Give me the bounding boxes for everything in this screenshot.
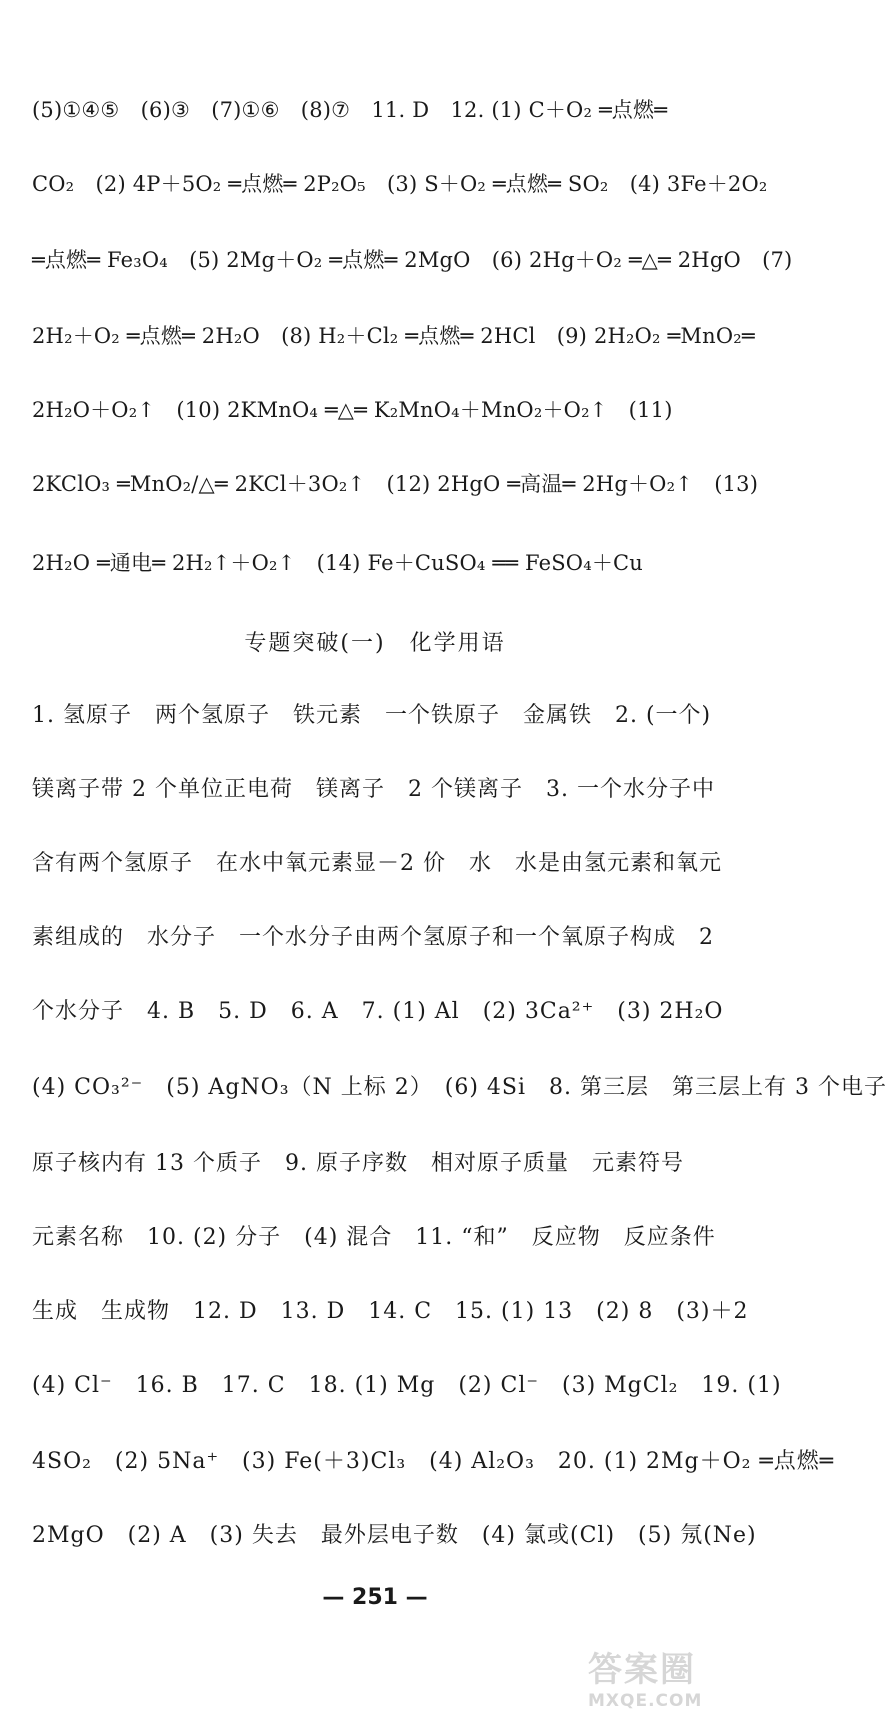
answer-line-14: 原子核内有 13 个质子 9. 原子序数 相对原子质量 元素符号	[32, 1151, 684, 1176]
answer-line-2: CO₂ (2) 4P＋5O₂ ═点燃═ 2P₂O₅ (3) S＋O₂ ═点燃═ SO₂ (4) 3Fe＋2O₂	[32, 172, 768, 196]
answer-line-9: 镁离子带 2 个单位正电荷 镁离子 2 个镁离子 3. 一个水分子中	[32, 777, 715, 802]
answer-line-6: 2KClO₃ ═MnO₂/△═ 2KCl＋3O₂↑ (12) 2HgO ═高温═ 2Hg＋O₂↑ (13)	[32, 472, 759, 496]
answer-line-13: (4) CO₃²⁻ (5) AgNO₃（N 上标 2） (6) 4Si 8. 第三层 第三层上有 3 个电子	[32, 1075, 887, 1100]
answer-line-17: (4) Cl⁻ 16. B 17. C 18. (1) Mg (2) Cl⁻ (3) MgCl₂ 19. (1)	[32, 1373, 782, 1398]
watermark-logo	[588, 1642, 738, 1712]
answer-line-12: 个水分子 4. B 5. D 6. A 7. (1) Al (2) 3Ca²⁺ (3) 2H₂O	[32, 999, 724, 1024]
watermark-logo-text: 答案圈	[588, 1650, 696, 1690]
answer-line-19: 2MgO (2) A (3) 失去 最外层电子数 (4) 氯或(Cl) (5) 氖(Ne)	[32, 1523, 757, 1548]
page-number: — 251 —	[322, 1585, 428, 1610]
answer-line-4: 2H₂＋O₂ ═点燃═ 2H₂O (8) H₂＋Cl₂ ═点燃═ 2HCl (9) 2H₂O₂ ═MnO₂═	[32, 324, 755, 348]
answer-line-15: 元素名称 10. (2) 分子 (4) 混合 11. “和” 反应物 反应条件	[32, 1225, 716, 1250]
answer-line-3: ═点燃═ Fe₃O₄ (5) 2Mg＋O₂ ═点燃═ 2MgO (6) 2Hg＋O₂ ═△═ 2HgO (7)	[32, 248, 793, 272]
answer-line-11: 素组成的 水分子 一个水分子由两个氢原子和一个氧原子构成 2	[32, 925, 714, 950]
section-title: 专题突破(一) 化学用语	[244, 631, 506, 656]
watermark-url: MXQE.COM	[588, 1691, 703, 1711]
answer-line-5: 2H₂O＋O₂↑ (10) 2KMnO₄ ═△═ K₂MnO₄＋MnO₂＋O₂↑ (11)	[32, 398, 673, 422]
answer-line-18: 4SO₂ (2) 5Na⁺ (3) Fe(＋3)Cl₃ (4) Al₂O₃ 20. (1) 2Mg＋O₂ ═点燃═	[32, 1449, 834, 1474]
answer-line-16: 生成 生成物 12. D 13. D 14. C 15. (1) 13 (2) 8 (3)＋2	[32, 1299, 749, 1324]
answer-line-10: 含有两个氢原子 在水中氧元素显－2 价 水 水是由氢元素和氧元	[32, 851, 722, 876]
answer-line-8: 1. 氢原子 两个氢原子 铁元素 一个铁原子 金属铁 2. (一个)	[32, 703, 712, 728]
answer-line-7: 2H₂O ═通电═ 2H₂↑＋O₂↑ (14) Fe＋CuSO₄ ══ FeSO₄＋Cu	[32, 551, 644, 575]
answer-line-1: (5)①④⑤ (6)③ (7)①⑥ (8)⑦ 11. D 12. (1) C＋O₂ ═点燃═	[32, 98, 668, 122]
